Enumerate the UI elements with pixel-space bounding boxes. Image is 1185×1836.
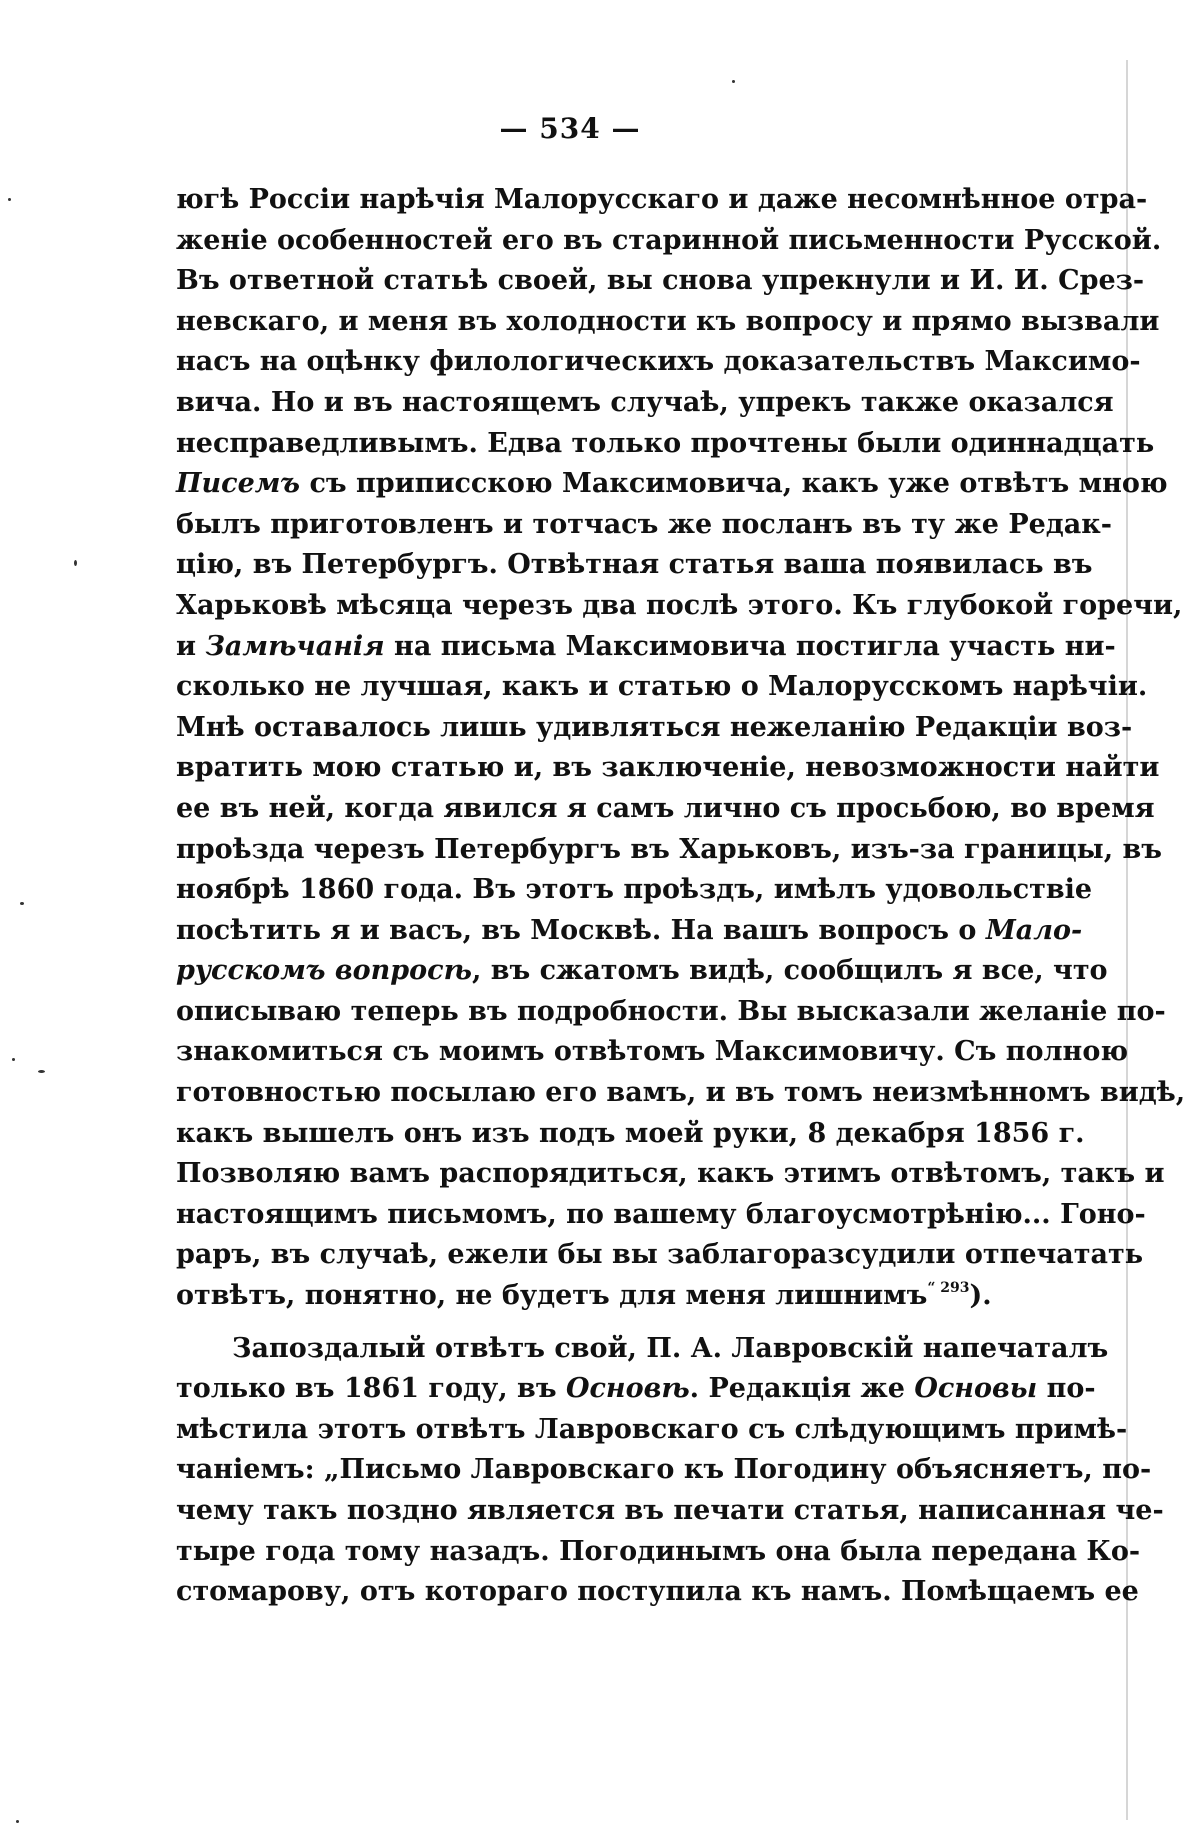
- scan-speck: [20, 902, 24, 905]
- text-run: Запоздалый отвѣтъ свой, П. А. Лавровскій напечаталъ: [232, 1332, 1109, 1364]
- text-line: [176, 545, 1093, 586]
- text-run: настоящимъ письмомъ, по вашему благоусмотрѣнію... Гоно-: [176, 1198, 1146, 1230]
- italic-text: Мало-: [985, 914, 1083, 946]
- text-run: раръ, въ случаѣ, ежели бы вы заблагоразсудили отпечатать: [176, 1239, 1144, 1271]
- text-line: [176, 992, 1166, 1033]
- text-line: [176, 1532, 1141, 1573]
- text-line: [176, 1329, 1109, 1370]
- text-line: [176, 180, 1148, 221]
- italic-text: Основѣ: [565, 1373, 690, 1405]
- text-line: [176, 1410, 1128, 1451]
- text-line: [176, 627, 1116, 668]
- text-run: отвѣтъ, понятно, не будетъ для меня лишнимъ: [176, 1280, 928, 1312]
- text-line: [176, 261, 1145, 302]
- text-line: [176, 951, 1108, 992]
- text-line: [176, 1032, 1129, 1073]
- scan-speck: [8, 198, 11, 201]
- text-run: Харьковѣ мѣсяца черезъ два послѣ этого. Къ глубокой горечи,: [176, 589, 1183, 621]
- text-run: невскаго, и меня въ холодности къ вопросу и прямо вызвали: [176, 305, 1160, 337]
- text-line: [176, 221, 1162, 262]
- text-line: [176, 302, 1160, 343]
- text-line: [176, 1572, 1139, 1613]
- text-line: [176, 424, 1155, 465]
- text-run: мѣстила этотъ отвѣтъ Лавровскаго съ слѣдующимъ примѣ-: [176, 1413, 1128, 1445]
- scan-speck: [12, 1058, 15, 1061]
- text-run: какъ вышелъ онъ изъ подъ моей руки, 8 декабря 1856 г.: [176, 1117, 1085, 1149]
- text-run: Въ ответной статьѣ своей, вы снова упрекнули и И. И. Срез-: [176, 265, 1145, 297]
- text-line: [176, 1450, 1152, 1491]
- text-line: [176, 1276, 1034, 1317]
- text-line: [176, 1073, 1185, 1114]
- text-run: вича. Но и въ настоящемъ случаѣ, упрекъ также оказался: [176, 386, 1114, 418]
- text-run: , въ сжатомъ видѣ, сообщилъ я все, что: [471, 955, 1108, 987]
- text-line: [176, 830, 1162, 871]
- text-line: [176, 870, 1093, 911]
- text-run: проѣзда черезъ Петербургъ въ Харьковъ, изъ-за границы, въ: [176, 833, 1162, 865]
- text-run: готовностью посылаю его вамъ, и въ томъ неизмѣнномъ видѣ,: [176, 1077, 1185, 1109]
- scan-speck: [74, 560, 77, 566]
- text-line: [176, 1154, 1165, 1195]
- text-run: . Редакція же: [689, 1373, 915, 1405]
- text-line: [176, 1369, 1096, 1410]
- text-run: женіе особенностей его въ старинной письменности Русской.: [176, 224, 1162, 256]
- text-run: чему такъ поздно является въ печати статья, написанная че-: [176, 1495, 1164, 1526]
- body-text: [176, 180, 1185, 1613]
- text-line: [176, 1491, 1164, 1532]
- text-run: на письма Максимовича постигла участь ни-: [384, 630, 1116, 662]
- text-run: ).: [969, 1280, 992, 1312]
- text-run: знакомиться съ моимъ отвѣтомъ Максимовичу. Съ полною: [176, 1036, 1129, 1068]
- italic-text: русскомъ вопросѣ: [176, 955, 472, 987]
- page-number: — 534 —: [499, 112, 641, 145]
- text-run: посѣтить я и васъ, въ Москвѣ. На вашъ вопросъ о: [176, 914, 986, 946]
- text-line: [176, 748, 1160, 789]
- text-run: и: [176, 630, 206, 662]
- text-line: [176, 789, 1155, 830]
- italic-text: Замѣчанія: [205, 630, 385, 662]
- text-run: былъ приготовленъ и тотчасъ же посланъ въ ту же Редак-: [176, 508, 1112, 540]
- text-line: [176, 586, 1183, 627]
- text-run: насъ на оцѣнку филологическихъ доказательствъ Максимо-: [176, 346, 1141, 378]
- scan-speck: [38, 1070, 45, 1073]
- text-run: по-: [1037, 1373, 1096, 1405]
- text-run: несправедливымъ. Едва только прочтены были одиннадцать: [176, 427, 1155, 459]
- text-line: [176, 667, 1148, 708]
- text-line: [176, 911, 1083, 952]
- text-run: съ приписскою Максимовича, какъ уже отвѣтъ мною: [300, 468, 1168, 500]
- text-line: [176, 1235, 1144, 1276]
- text-line: [176, 342, 1141, 383]
- text-line: [176, 708, 1133, 749]
- text-run: тыре года тому назадъ. Погодинымъ она была передана Ко-: [176, 1535, 1141, 1567]
- text-line: [176, 464, 1168, 505]
- scan-speck: [16, 1820, 19, 1823]
- text-run: ее въ ней, когда явился я самъ лично съ просьбою, во время: [176, 792, 1155, 824]
- text-run: ноябрѣ 1860 года. Въ этотъ проѣздъ, имѣлъ удовольствіе: [176, 874, 1093, 906]
- text-run: сколько не лучшая, какъ и статью о Малорусскомъ нарѣчіи.: [176, 671, 1148, 703]
- text-run: цію, въ Петербургъ. Отвѣтная статья ваша появилась въ: [176, 549, 1093, 581]
- footnote-marker: “ 293: [927, 1280, 970, 1297]
- text-line: [176, 505, 1112, 546]
- text-run: вратить мою статью и, въ заключеніе, невозможности найти: [176, 752, 1160, 784]
- text-line: [176, 383, 1114, 424]
- text-run: только въ 1861 году, въ: [176, 1373, 566, 1405]
- italic-text: Основы: [914, 1373, 1038, 1405]
- text-run: югѣ Россіи нарѣчія Малорусскаго и даже несомнѣнное отра-: [176, 184, 1148, 215]
- text-run: чаніемъ: „Письмо Лавровскаго къ Погодину объясняетъ, по-: [176, 1454, 1152, 1486]
- text-line: [176, 1195, 1146, 1236]
- text-run: Мнѣ оставалось лишь удивляться нежеланію Редакціи воз-: [176, 711, 1133, 743]
- scan-speck: [732, 80, 735, 83]
- text-line: [176, 1114, 1085, 1155]
- italic-text: Писемъ: [176, 468, 301, 500]
- text-run: Позволяю вамъ распорядиться, какъ этимъ отвѣтомъ, такъ и: [176, 1158, 1165, 1190]
- text-run: стомарову, отъ котораго поступила къ намъ. Помѣщаемъ ее: [176, 1576, 1139, 1608]
- text-run: описываю теперь въ подробности. Вы высказали желаніе по-: [176, 995, 1166, 1027]
